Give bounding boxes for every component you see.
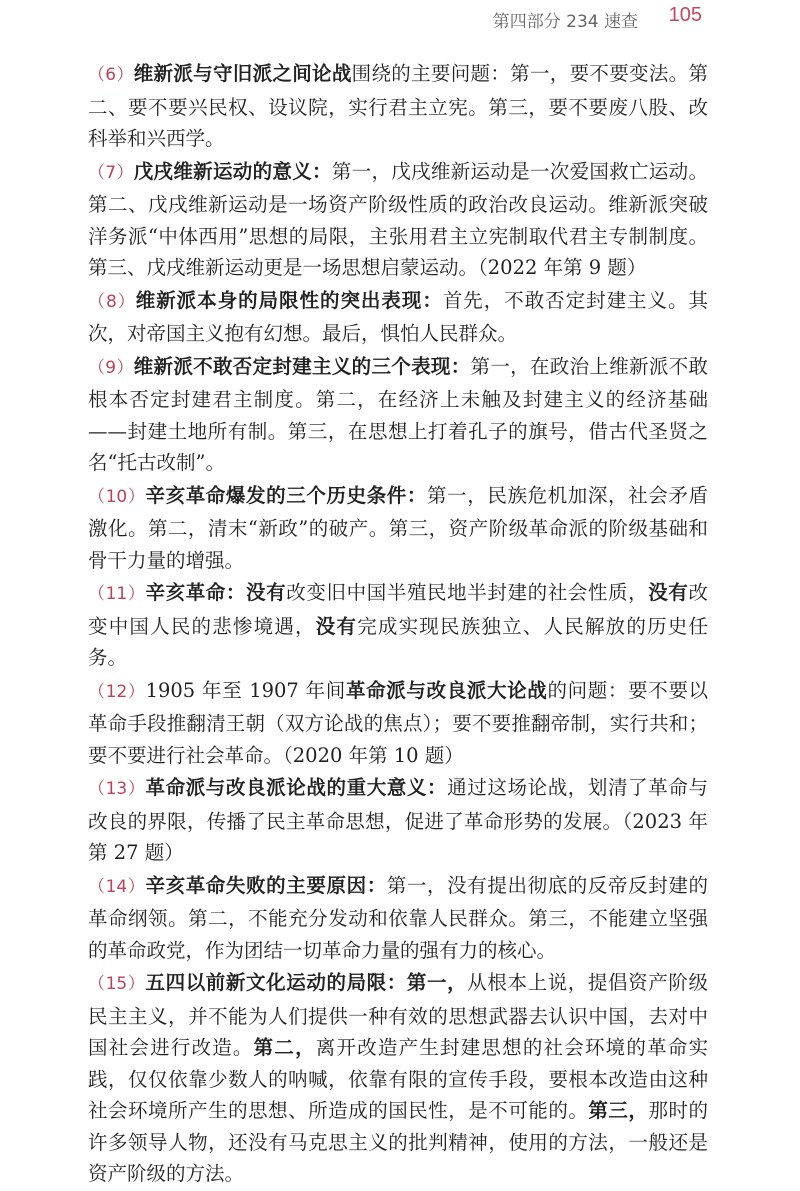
item-number: （14） xyxy=(88,876,146,897)
item-number: （9） xyxy=(88,357,134,378)
list-item-11 xyxy=(88,577,708,674)
list-item-12 xyxy=(88,675,708,772)
item-body: 改变中国人民的悲惨境遇， xyxy=(88,581,708,638)
list-item-9 xyxy=(88,351,708,479)
item-body: 围绕的主要问题：第一，要不要变法。第二、要不要兴民权、设议院，实行君主立宪。第三，要不要废八股、改科举和兴西学。 xyxy=(88,62,708,150)
page-number: 105 xyxy=(668,4,702,26)
item-heading: 维新派与守旧派之间论战 xyxy=(133,62,352,85)
list-item-14 xyxy=(88,870,708,967)
item-body: 通过这场论战，划清了革命与改良的界限，传播了民主革命思想，促进了革命形势的发展。（2023 年第 27 题） xyxy=(88,776,708,864)
item-number: （13） xyxy=(88,779,146,799)
item-body: 第一，在政治上维新派不敢根本否定封建君主制度。第二，在经济上未触及封建主义的经济基础——封建土地所有制。第三，在思想上打着孔子的旗号，借古代圣贤之名“托古改制”。 xyxy=(88,354,708,474)
item-heading: 辛亥革命： xyxy=(145,581,247,604)
item-body: 首先，不敢否定封建主义。其次，对帝国主义抱有幻想。最后，惧怕人民群众。 xyxy=(88,288,708,345)
item-heading: 五四以前新文化运动的局限： xyxy=(145,971,407,994)
list-item-10 xyxy=(88,480,708,577)
list-item-7 xyxy=(88,156,708,284)
emphasis: 第二， xyxy=(253,1036,316,1059)
item-number: （12） xyxy=(88,681,146,702)
list-item-15 xyxy=(88,967,708,1190)
content xyxy=(88,58,708,1191)
item-number: （15） xyxy=(88,974,146,994)
item-body: 离开改造产生封建思想的社会环境的革命实践，仅仅依靠少数人的呐喊，依靠有限的宣传手段，要根本改造由这种社会环境所产生的思想、所造成的国民性，是不可能的。 xyxy=(88,1036,708,1122)
emphasis: 没有 xyxy=(648,581,689,604)
list-item-13 xyxy=(88,772,708,869)
item-heading: 戊戌维新运动的意义： xyxy=(133,159,332,183)
item-body: 改变旧中国半殖民地半封建的社会性质， xyxy=(286,581,649,604)
item-number: （7） xyxy=(88,162,134,183)
item-body: 完成实现民族独立、人民解放的历史任务。 xyxy=(88,614,708,669)
item-heading: 维新派不敢否定封建主义的三个表现： xyxy=(133,354,471,378)
page-header xyxy=(0,4,800,30)
list-item-6 xyxy=(88,58,708,155)
item-body: 第一，民族危机加深，社会矛盾激化。第二，清末“新政”的破产。第三，资产阶级革命派的阶级基础和骨干力量的增强。 xyxy=(88,483,708,572)
list-item-8 xyxy=(88,285,708,350)
item-body: 第一，没有提出彻底的反帝反封建的革命纲领。第二，不能充分发动和依靠人民群众。第三，不能建立坚强的革命政党，作为团结一切革命力量的强有力的核心。 xyxy=(88,873,708,962)
emphasis: 没有 xyxy=(246,581,287,604)
item-heading: 辛亥革命失败的主要原因： xyxy=(145,873,387,897)
item-number: （6） xyxy=(88,65,134,85)
item-number: （11） xyxy=(88,584,146,604)
item-prefix: 1905 年至 1907 年间 xyxy=(145,678,346,702)
item-heading: 革命派与改良派大论战 xyxy=(345,678,548,702)
item-heading: 辛亥革命爆发的三个历史条件： xyxy=(145,483,428,507)
item-body: 的问题：要不要以革命手段推翻清王朝（双方论战的焦点）；要不要推翻帝制，实行共和；要不要进行社会革命。（2020 年第 10 题） xyxy=(88,678,708,767)
item-number: （10） xyxy=(88,486,146,507)
item-body: 那时的许多领导人物，还没有马克思主义的批判精神，使用的方法，一般还是资产阶级的方法。 xyxy=(88,1099,708,1185)
item-body: 第一，戊戌维新运动是一次爱国救亡运动。第二、戊戌维新运动是一场资产阶级性质的政治改良运动。维新派突破洋务派“中体西用”思想的局限，主张用君主立宪制取代君主专制制度。第三、戊戌维新运动更是一场思想启蒙运动。（2022 年第 9 题） xyxy=(88,159,708,279)
item-body: 从根本上说，提倡资产阶级民主主义，并不能为人们提供一种有效的思想武器去认识中国，去对中国社会进行改造。 xyxy=(88,971,708,1059)
item-heading: 革命派与改良派论战的重大意义： xyxy=(145,776,448,799)
emphasis: 没有 xyxy=(315,614,358,638)
section-title: 第四部分 234 速查 xyxy=(492,12,638,32)
item-number: （8） xyxy=(88,291,136,312)
emphasis: 第一， xyxy=(406,971,468,994)
emphasis: 第三， xyxy=(588,1099,649,1122)
item-heading: 维新派本身的局限性的突出表现： xyxy=(135,288,443,312)
